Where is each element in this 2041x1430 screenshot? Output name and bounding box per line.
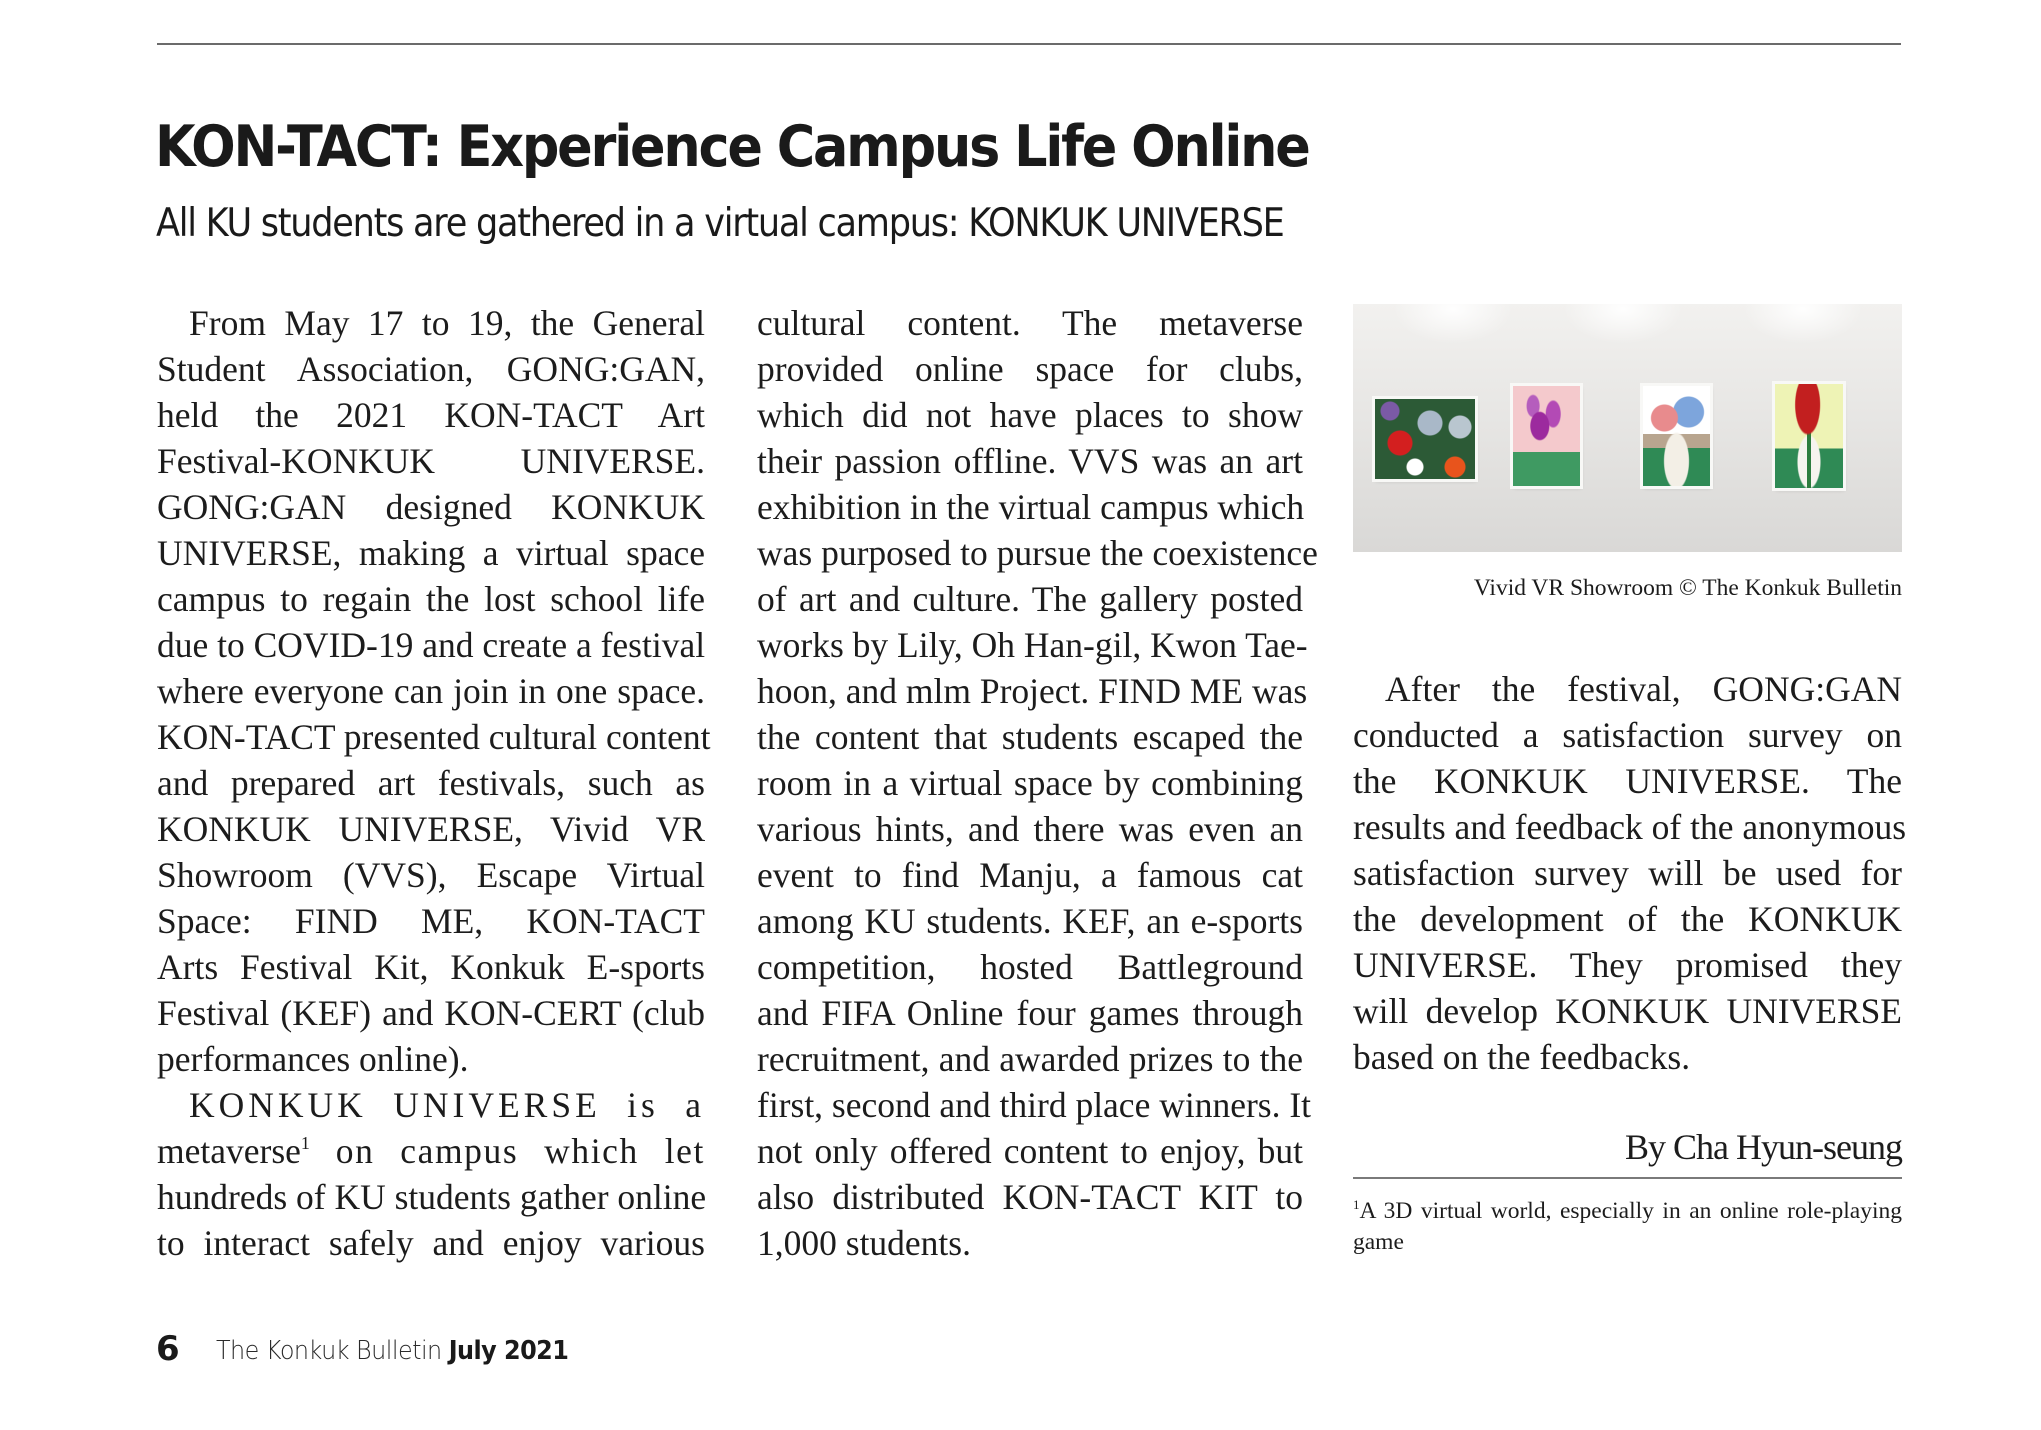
text-line: room in a virtual space by combining — [757, 763, 1303, 803]
text-fragment: on campus which let — [309, 1131, 705, 1171]
text-line: results and feedback of the anonymous — [1353, 807, 1907, 847]
footnote — [1353, 1196, 1902, 1258]
text-line: Arts Festival Kit, Konkuk E-sports — [157, 947, 705, 987]
text-line: recruitment, and awarded prizes to the — [757, 1039, 1303, 1079]
text-line: campus to regain the lost school life — [157, 579, 705, 619]
text-line: KON-TACT presented cultural content — [157, 717, 711, 757]
article-column-2 — [757, 300, 1318, 1266]
author-byline: By Cha Hyun-seung — [1625, 1127, 1902, 1167]
text-line: exhibition in the virtual campus which — [757, 487, 1305, 527]
text-fragment: metaverse — [157, 1131, 301, 1171]
text-line: which did not have places to show — [757, 395, 1303, 435]
running-footer — [216, 1334, 568, 1368]
text-line: and FIFA Online four games through — [757, 993, 1303, 1033]
text-line: hundreds of KU students gather online — [157, 1177, 707, 1217]
text-line: Festival-KONKUK UNIVERSE. — [157, 441, 705, 481]
text-line: various hints, and there was even an — [757, 809, 1303, 849]
text-line: conducted a satisfaction survey on — [1353, 715, 1902, 755]
spotlight — [1563, 304, 1683, 344]
article-column-1 — [157, 300, 711, 1266]
text-line: After the festival, GONG:GAN — [1385, 669, 1902, 709]
text-line: UNIVERSE, making a virtual space — [157, 533, 705, 573]
text-line: Space: FIND ME, KON-TACT — [157, 901, 705, 941]
issue-date: July 2021 — [448, 1336, 569, 1366]
publication-name: The Konkuk Bulletin — [216, 1336, 442, 1366]
gallery-photo — [1353, 304, 1902, 552]
text-line: will develop KONKUK UNIVERSE — [1353, 991, 1902, 1031]
article-column-3 — [1353, 666, 1907, 1080]
spotlight — [1393, 304, 1513, 344]
text-line: their passion offline. VVS was an art — [757, 441, 1303, 481]
text-line: was purposed to pursue the coexistence — [757, 533, 1318, 573]
spotlight — [1743, 304, 1863, 344]
text-line: the development of the KONKUK — [1353, 899, 1902, 939]
text-line: the KONKUK UNIVERSE. The — [1353, 761, 1902, 801]
text-line: Festival (KEF) and KON-CERT (club — [157, 993, 705, 1033]
footnote-line — [1353, 1196, 1902, 1227]
text-line: the content that students escaped the — [757, 717, 1303, 757]
footnote-text: A 3D virtual world, especially in an online role-playing — [1359, 1198, 1902, 1224]
footnote-marker[interactable]: 1 — [300, 1133, 310, 1153]
painting-purple-orchid — [1513, 386, 1580, 486]
text-line: to interact safely and enjoy various — [157, 1223, 705, 1263]
text-line: From May 17 to 19, the General — [189, 303, 705, 343]
footnote-line: game — [1353, 1229, 1404, 1255]
text-line: KONKUK UNIVERSE, Vivid VR — [157, 809, 705, 849]
footnote-number: 1 — [1353, 1197, 1360, 1212]
text-line: based on the feedbacks. — [1353, 1037, 1691, 1077]
text-line: Showroom (VVS), Escape Virtual — [157, 855, 705, 895]
text-line: satisfaction survey will be used for — [1353, 853, 1902, 893]
text-line: works by Lily, Oh Han-gil, Kwon Tae- — [757, 625, 1308, 665]
text-line: not only offered content to enjoy, but — [757, 1131, 1303, 1171]
text-line: event to find Manju, a famous cat — [757, 855, 1303, 895]
text-line: hoon, and mlm Project. FIND ME was — [757, 671, 1308, 711]
painting-flower-garden — [1375, 399, 1475, 479]
text-line: where everyone can join in one space. — [157, 671, 705, 711]
text-line: KONKUK UNIVERSE is a — [189, 1085, 705, 1125]
text-line: of art and culture. The gallery posted — [757, 579, 1303, 619]
text-line: held the 2021 KON-TACT Art — [157, 395, 705, 435]
text-line: performances online). — [157, 1039, 469, 1079]
text-line: among KU students. KEF, an e-sports — [757, 901, 1303, 941]
footnote-rule — [1353, 1177, 1902, 1179]
page-number: 6 — [156, 1329, 180, 1369]
text-line: provided online space for clubs, — [757, 349, 1303, 389]
text-line-with-footnote — [157, 1128, 705, 1174]
painting-red-tulip — [1775, 384, 1843, 488]
article-title: KON-TACT: Experience Campus Life Online — [155, 114, 1309, 180]
top-rule — [157, 43, 1901, 45]
text-line: due to COVID-19 and create a festival — [157, 625, 706, 665]
painting-hydrangea-vase — [1643, 386, 1710, 486]
text-line: Student Association, GONG:GAN, — [157, 349, 705, 389]
text-line: 1,000 students. — [757, 1223, 971, 1263]
photo-caption: Vivid VR Showroom © The Konkuk Bulletin — [1473, 575, 1902, 601]
text-line: and prepared art festivals, such as — [157, 763, 705, 803]
text-line: competition, hosted Battleground — [757, 947, 1303, 987]
article-subtitle: All KU students are gathered in a virtual campus: KONKUK UNIVERSE — [156, 201, 1284, 246]
text-line: GONG:GAN designed KONKUK — [157, 487, 705, 527]
text-line: first, second and third place winners. It — [757, 1085, 1312, 1125]
text-line: also distributed KON-TACT KIT to — [757, 1177, 1303, 1217]
text-line: cultural content. The metaverse — [757, 303, 1303, 343]
text-line: UNIVERSE. They promised they — [1353, 945, 1902, 985]
